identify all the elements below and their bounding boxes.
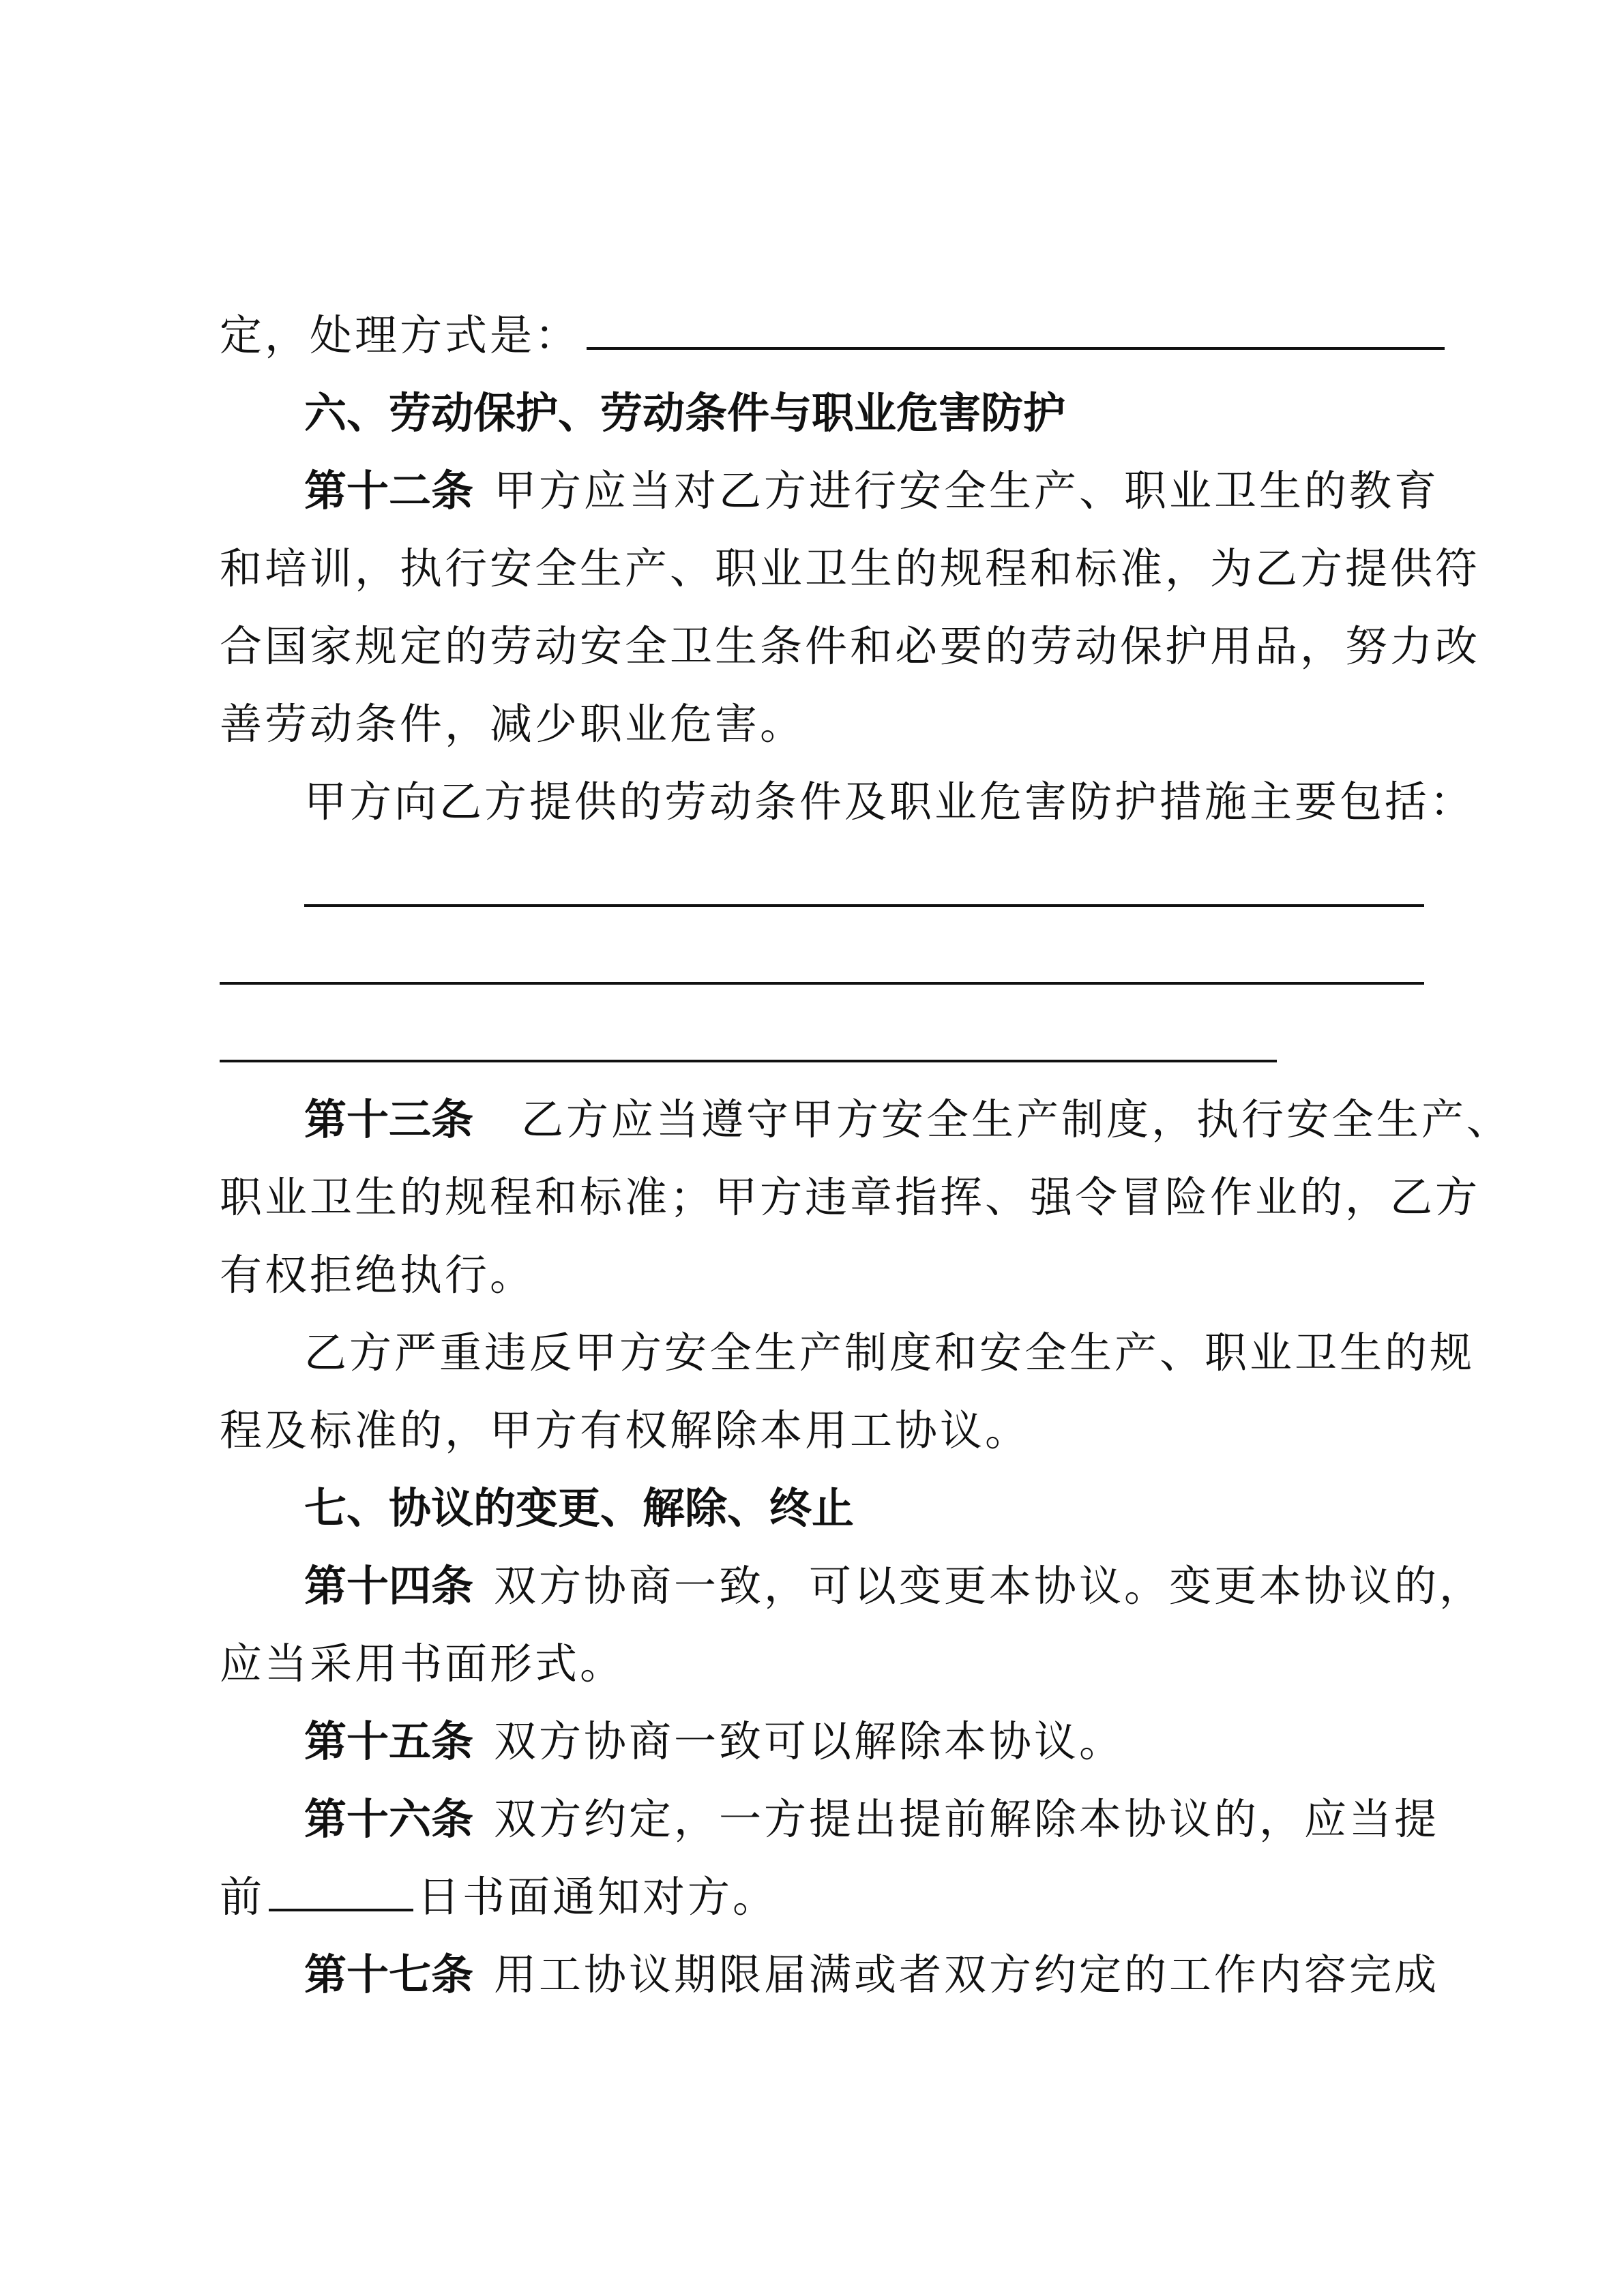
provision-paragraph: 甲方向乙方提供的劳动条件及职业危害防护措施主要包括： [304, 777, 1475, 826]
text: 双方约定，一方提出提前解除本协议的，应当提 [494, 1794, 1440, 1844]
violation-paragraph-line-1: 乙方严重违反甲方安全生产制度和安全生产、职业卫生的规 [304, 1328, 1475, 1377]
article-14-line-1 [304, 1559, 1484, 1613]
article-16-line-1 [304, 1792, 1439, 1847]
text: 用工协议期限届满或者双方约定的工作内容完成 [494, 1950, 1440, 1999]
article-12-line-1 [304, 464, 1439, 518]
fill-in-line-1[interactable] [304, 904, 1424, 907]
article-17-line-1 [304, 1948, 1439, 2002]
text: 双方协商一致，可以变更本协议。变更本协议的， [494, 1561, 1485, 1611]
article-label: 第十六条 [304, 1794, 474, 1844]
violation-paragraph-line-2: 程及标准的，甲方有权解除本用工协议。 [220, 1405, 1031, 1455]
article-label: 第十四条 [304, 1561, 474, 1611]
article-12-line-2: 和培训，执行安全生产、职业卫生的规程和标准，为乙方提供符 [220, 543, 1481, 593]
text: 乙方应当遵守甲方安全生产制度，执行安全生产、 [521, 1094, 1512, 1144]
text: 双方协商一致可以解除本协议。 [494, 1716, 1125, 1766]
fill-in-line-3[interactable] [220, 1060, 1277, 1062]
article-label: 第十五条 [304, 1716, 474, 1766]
article-13-line-2: 职业卫生的规程和标准；甲方违章指挥、强令冒险作业的，乙方 [220, 1172, 1481, 1222]
text: 甲方应当对乙方进行安全生产、职业卫生的教育 [494, 466, 1440, 516]
article-13-line-1 [304, 1092, 1511, 1147]
section-heading-7: 七、协议的变更、解除、终止 [304, 1483, 855, 1533]
article-label: 第十三条 [304, 1094, 474, 1144]
paragraph-line [220, 308, 1445, 363]
fill-in-blank-notice-days[interactable] [269, 1870, 413, 1911]
fill-in-blank-handling-method[interactable] [587, 309, 1445, 350]
article-16-line-2 [220, 1870, 778, 1924]
text: 前 [220, 1872, 265, 1922]
article-label: 第十二条 [304, 466, 474, 516]
article-13-line-3: 有权拒绝执行。 [220, 1250, 535, 1300]
article-12-line-4: 善劳动条件，减少职业危害。 [220, 699, 806, 749]
text: 定，处理方式是： [220, 310, 580, 360]
article-label: 第十七条 [304, 1950, 474, 1999]
text: 日书面通知对方。 [417, 1872, 778, 1922]
article-15-line-1 [304, 1714, 1124, 1769]
fill-in-line-2[interactable] [220, 982, 1424, 985]
article-12-line-3: 合国家规定的劳动安全卫生条件和必要的劳动保护用品，努力改 [220, 621, 1481, 671]
article-14-line-2: 应当采用书面形式。 [220, 1639, 625, 1688]
section-heading-6: 六、劳动保护、劳动条件与职业危害防护 [304, 388, 1066, 438]
